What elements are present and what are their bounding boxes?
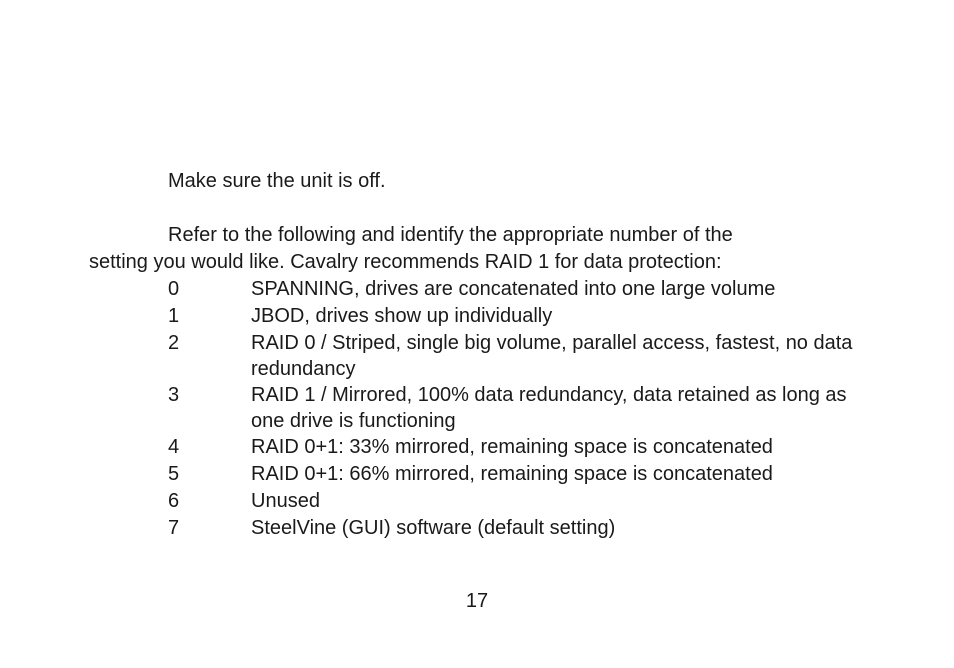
setting-number: 4 xyxy=(168,436,180,458)
setting-description: RAID 0 / Striped, single big volume, parallel access, fastest, no data redundancy xyxy=(251,332,853,380)
setting-row xyxy=(168,276,861,303)
setting-description: SteelVine (GUI) software (default setting) xyxy=(251,517,616,539)
setting-number: 3 xyxy=(168,384,180,406)
instruction-refer-line-1: Refer to the following and identify the appropriate number of the xyxy=(168,224,733,246)
setting-number: 1 xyxy=(168,305,180,327)
setting-row xyxy=(168,303,861,330)
setting-number: 5 xyxy=(168,463,180,485)
setting-description: RAID 1 / Mirrored, 100% data redundancy, data retained as long as one drive is functioning xyxy=(251,384,847,432)
setting-description: RAID 0+1: 33% mirrored, remaining space is concatenated xyxy=(251,436,773,458)
instruction-refer-line-2: setting you would like. Cavalry recommends RAID 1 for data protection: xyxy=(89,251,722,273)
setting-row xyxy=(168,330,861,382)
setting-row xyxy=(168,488,861,515)
page-number: 17 xyxy=(465,590,489,612)
setting-number: 6 xyxy=(168,490,180,512)
setting-number: 7 xyxy=(168,517,180,539)
setting-description: Unused xyxy=(251,490,320,512)
raid-settings-list xyxy=(168,276,861,542)
setting-description: JBOD, drives show up individually xyxy=(251,305,553,327)
setting-description: RAID 0+1: 66% mirrored, remaining space is concatenated xyxy=(251,463,773,485)
setting-row xyxy=(168,434,861,461)
setting-description: SPANNING, drives are concatenated into one large volume xyxy=(251,278,776,300)
setting-number: 0 xyxy=(168,278,180,300)
setting-number: 2 xyxy=(168,332,180,354)
setting-row xyxy=(168,382,861,434)
setting-row xyxy=(168,461,861,488)
setting-row xyxy=(168,515,861,542)
instruction-power-off: Make sure the unit is off. xyxy=(168,170,386,192)
